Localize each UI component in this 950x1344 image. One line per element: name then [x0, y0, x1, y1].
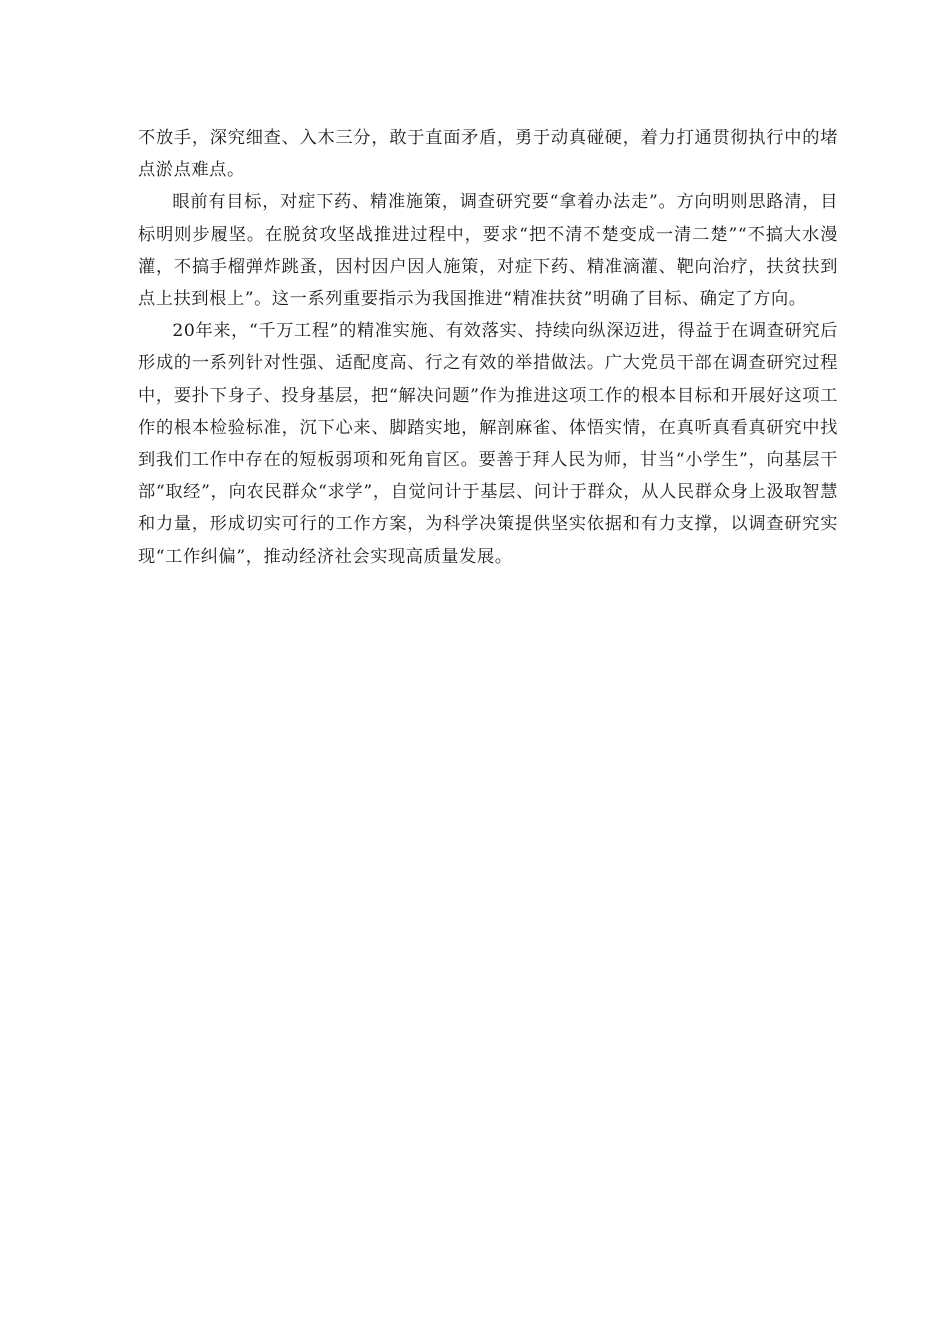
- document-body: [138, 122, 838, 573]
- paragraph-thousand-villages-project: 20年来，“千万工程”的精准实施、有效落实、持续向纵深迈进，得益于在调查研究后形成的一系列针对性强、适配度高、行之有效的举措做法。广大党员干部在调查研究过程中，要扑下身子、投身基层，把“解决问题”作为推进这项工作的根本目标和开展好这项工作的根本检验标准，沉下心来、脚踏实地，解剖麻雀、体悟实情，在真听真看真研究中找到我们工作中存在的短板弱项和死角盲区。要善于拜人民为师，甘当“小学生”，向基层干部“取经”，向农民群众“求学”，自觉问计于基层、问计于群众，从人民群众身上汲取智慧和力量，形成切实可行的工作方案，为科学决策提供坚实依据和有力支撑，以调查研究实现“工作纠偏”，推动经济社会实现高质量发展。: [138, 321, 838, 567]
- paragraph-continuation: 不放手，深究细查、入木三分，敢于直面矛盾，勇于动真碰硬，着力打通贯彻执行中的堵点淤点难点。: [138, 128, 838, 181]
- paragraph-target-orientation: 眼前有目标，对症下药、精准施策，调查研究要“拿着办法走”。方向明则思路清，目标明则步履坚。在脱贫攻坚战推进过程中，要求“把不清不楚变成一清二楚”“不搞大水漫灌，不搞手榴弹炸跳蚤，因村因户因人施策，对症下药、精准滴灌、靶向治疗，扶贫扶到点上扶到根上”。这一系列重要指示为我国推进“精准扶贫”明确了目标、确定了方向。: [138, 192, 838, 310]
